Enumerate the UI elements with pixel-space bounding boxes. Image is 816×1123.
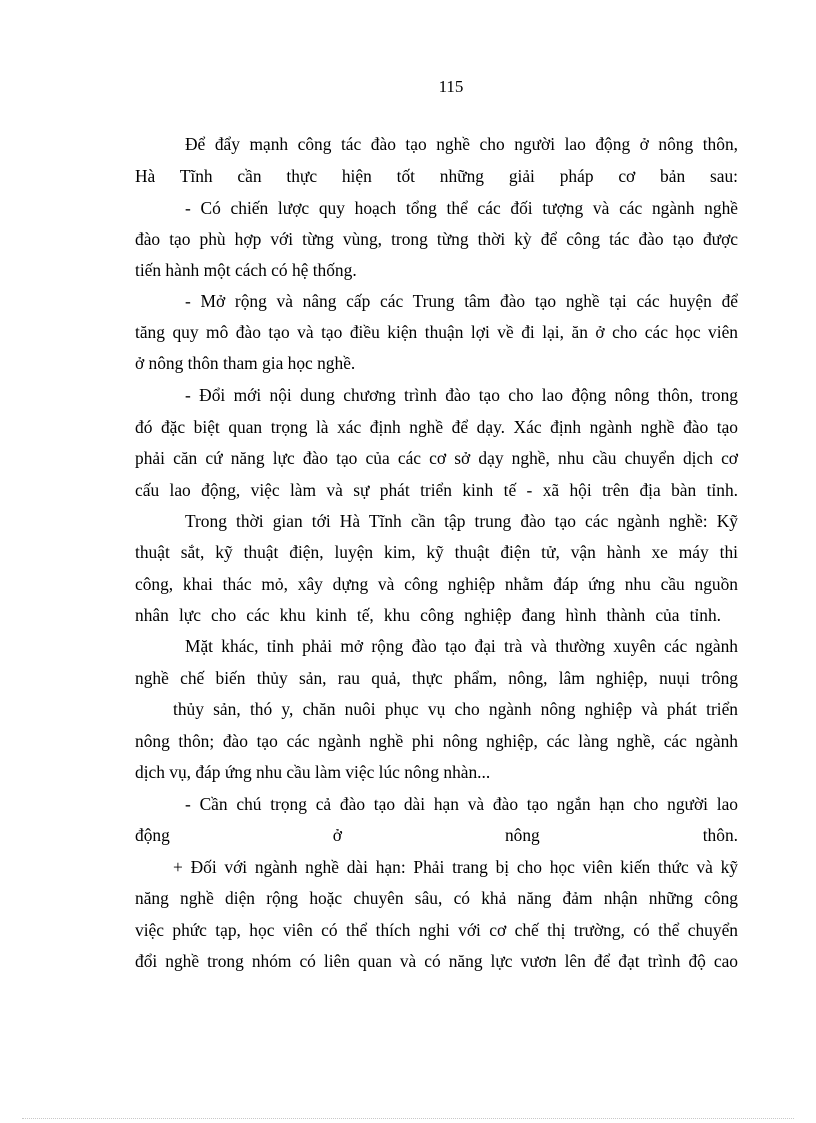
text-line: ở nông thôn tham gia học nghề.: [135, 353, 356, 373]
text-line: đổi nghề trong nhóm có liên quan và có năng lực vươn lên để đạt trình độ cao: [135, 951, 738, 971]
text-line: nhân lực cho các khu kinh tế, khu công nghiệp đang hình thành của tỉnh.: [135, 605, 721, 625]
text-line: - Đổi mới nội dung chương trình đào tạo cho lao động nông thôn, trong: [185, 385, 738, 405]
text-line: Mặt khác, tỉnh phải mở rộng đào tạo đại trà và thường xuyên các ngành: [185, 636, 738, 656]
text-line: thuật sắt, kỹ thuật điện, luyện kim, kỹ thuật điện tử, vận hành xe máy thi: [135, 542, 738, 562]
text-line: - Mở rộng và nâng cấp các Trung tâm đào tạo nghề tại các huyện để: [185, 291, 738, 311]
page-number: 115: [438, 77, 464, 96]
text-line: động ở nông thôn.: [135, 825, 738, 845]
text-line: phải căn cứ năng lực đào tạo của các cơ sở dạy nghề, nhu cầu chuyển dịch cơ: [135, 448, 738, 468]
text-line: tiến hành một cách có hệ thống.: [135, 260, 357, 280]
text-line: cấu lao động, việc làm và sự phát triển kinh tế - xã hội trên địa bàn tỉnh.: [135, 480, 738, 500]
page-bottom-divider: [22, 1118, 794, 1119]
text-line: đó đặc biệt quan trọng là xác định nghề để dạy. Xác định ngành nghề đào tạo: [135, 417, 738, 437]
text-line: việc phức tạp, học viên có thể thích nghi với cơ chế thị trường, có thể chuyển: [135, 920, 738, 940]
text-line: nghề chế biến thủy sản, rau quả, thực phẩm, nông, lâm nghiệp, nuụi trông: [135, 668, 738, 688]
text-line: dịch vụ, đáp ứng nhu cầu làm việc lúc nông nhàn...: [135, 762, 491, 782]
text-line: thủy sản, thó y, chăn nuôi phục vụ cho ngành nông nghiệp và phát triển: [173, 699, 738, 719]
text-line: năng nghề diện rộng hoặc chuyên sâu, có khả năng đảm nhận những công: [135, 888, 738, 908]
text-line: Để đẩy mạnh công tác đào tạo nghề cho người lao động ở nông thôn,: [185, 134, 738, 154]
text-line: Hà Tĩnh cần thực hiện tốt những giải pháp cơ bản sau:: [135, 166, 738, 186]
text-line: Trong thời gian tới Hà Tĩnh cần tập trung đào tạo các ngành nghề: Kỹ: [185, 511, 738, 531]
text-line: tăng quy mô đào tạo và tạo điều kiện thuận lợi về đi lại, ăn ở cho các học viên: [135, 322, 738, 342]
text-line: + Đối với ngành nghề dài hạn: Phải trang bị cho học viên kiến thức và kỹ: [173, 857, 738, 877]
text-line: - Cần chú trọng cả đào tạo dài hạn và đào tạo ngắn hạn cho người lao: [185, 794, 738, 814]
text-line: đào tạo phù hợp với từng vùng, trong từng thời kỳ để công tác đào tạo được: [135, 229, 738, 249]
text-line: công, khai thác mỏ, xây dựng và công nghiệp nhằm đáp ứng nhu cầu nguồn: [135, 574, 738, 594]
text-line: - Có chiến lược quy hoạch tổng thể các đối tượng và các ngành nghề: [185, 198, 738, 218]
text-line: nông thôn; đào tạo các ngành nghề phi nông nghiệp, các làng nghề, các ngành: [135, 731, 738, 751]
